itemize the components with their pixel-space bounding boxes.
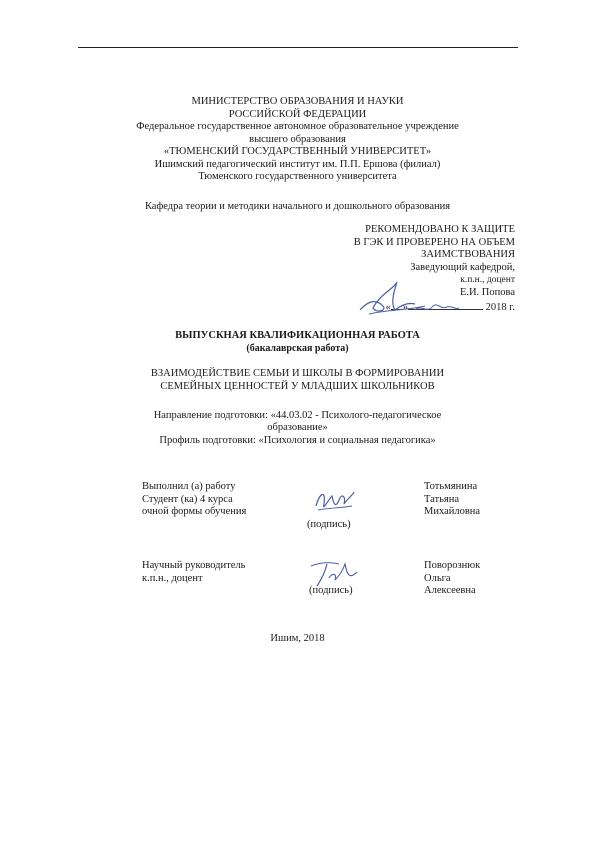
branch-line-1: Ишимский педагогический институт им. П.П. Ершова (филиал) (154, 158, 441, 170)
work-type-title: ВЫПУСКНАЯ КВАЛИФИКАЦИОННАЯ РАБОТА (175, 330, 420, 341)
supervisor-name (424, 560, 480, 598)
thesis-topic (0, 368, 595, 393)
student-patronymic: Михайловна (424, 506, 481, 517)
institution-line-2: высшего образования (249, 133, 346, 145)
topic-line-2: СЕМЕЙНЫХ ЦЕННОСТЕЙ У МЛАДШИХ ШКОЛЬНИКОВ (160, 380, 435, 392)
work-type-subtitle: (бакалаврская работа) (246, 342, 349, 354)
city-year (0, 633, 595, 646)
profile-line: Профиль подготовки: «Психология и социальная педагогика» (159, 434, 436, 446)
ministry-line-1: МИНИСТЕРСТВО ОБРАЗОВАНИЯ И НАУКИ (191, 96, 404, 107)
city-year-text: Ишим, 2018 (270, 633, 325, 644)
student-role-line-1: Выполнил (а) работу (142, 481, 236, 492)
student-first-name: Татьяна (424, 493, 460, 505)
head-degree: к.п.н., доцент (460, 275, 515, 286)
ministry-line-2: РОССИЙСКОЙ ФЕДЕРАЦИИ (228, 108, 367, 120)
work-type (0, 330, 595, 355)
branch-line-2: Тюменского государственного университета (198, 171, 397, 182)
study-direction (0, 410, 595, 447)
direction-line-2: образование» (267, 422, 328, 434)
topic-line-1: ВЗАИМОДЕЙСТВИЕ СЕМЬИ И ШКОЛЫ В ФОРМИРОВАНИИ (150, 368, 445, 379)
direction-line-1: Направление подготовки: «44.03.02 - Психолого-педагогическое (153, 410, 442, 421)
department-name: Кафедра теории и методики начального и дошкольного образования (144, 201, 451, 212)
student-sign-label: (подпись) (307, 519, 351, 530)
university-name: «ТЮМЕНСКИЙ ГОСУДАРСТВЕННЫЙ УНИВЕРСИТЕТ» (163, 146, 432, 157)
approval-line-2: В ГЭК И ПРОВЕРЕНО НА ОБЪЕМ (353, 236, 515, 248)
supervisor-role-line-1: Научный руководитель (142, 560, 246, 571)
scan-top-border (78, 47, 518, 48)
approval-year: 2018 г. (485, 301, 515, 313)
student-signature-icon (312, 486, 357, 518)
supervisor-first-name: Ольга (424, 572, 451, 584)
supervisor-patronymic: Алексеевна (424, 585, 476, 596)
head-name: Е.И. Попова (459, 286, 515, 298)
department-block (0, 201, 595, 214)
supervisor-sign-label: (подпись) (309, 585, 353, 596)
supervisor-role (142, 560, 245, 585)
date-open-quote: « (385, 301, 391, 313)
approval-line-3: ЗАИМСТВОВАНИЯ (421, 249, 515, 261)
student-surname: Тотьмянина (424, 481, 478, 492)
approval-line-1: РЕКОМЕНДОВАНО К ЗАЩИТЕ (365, 224, 515, 235)
supervisor-surname: Поворознюк (424, 560, 481, 571)
header-institution (0, 96, 595, 184)
student-role-line-2: Студент (ка) 4 курса (142, 493, 233, 505)
student-role-line-3: очной формы обучения (142, 506, 247, 517)
head-signature-icon (355, 280, 465, 320)
student-role (142, 481, 246, 519)
head-title: Заведующий кафедрой, (410, 261, 515, 273)
date-close-quote: » (402, 301, 408, 313)
institution-line-1: Федеральное государственное автономное образовательное учреждение (136, 121, 459, 132)
student-name (424, 481, 480, 519)
supervisor-role-line-2: к.п.н., доцент (142, 572, 203, 584)
